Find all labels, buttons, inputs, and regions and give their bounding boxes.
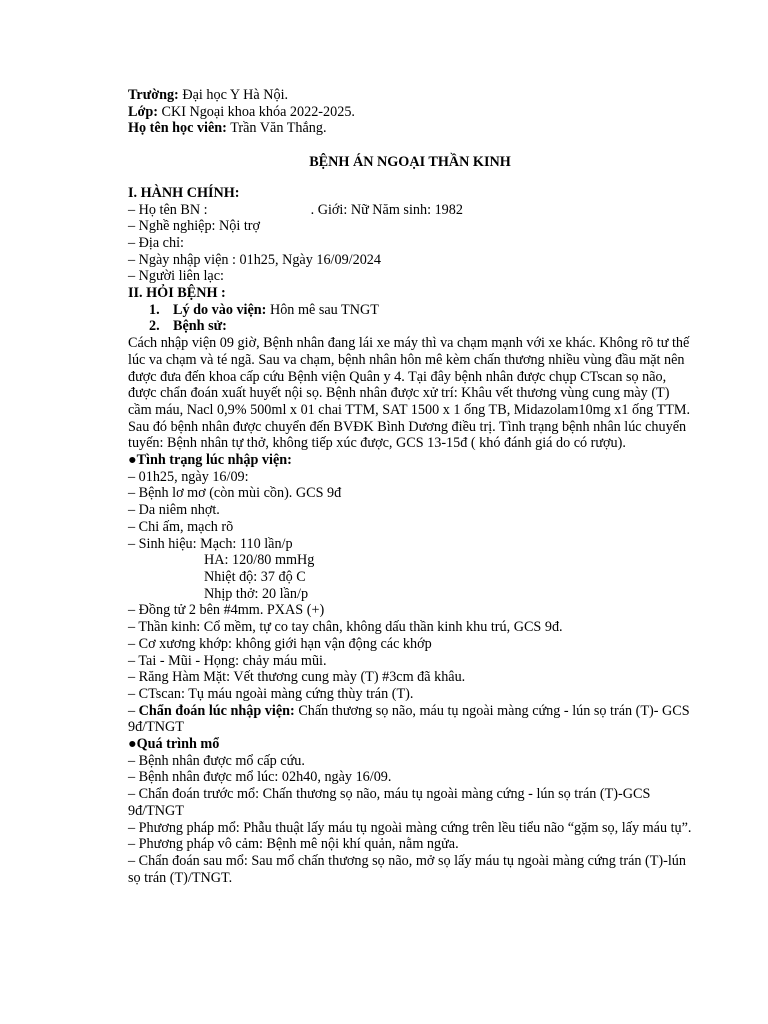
diagnosis-prefix: –	[128, 702, 139, 719]
admission-date-line: – Ngày nhập viện : 01h25, Ngày 16/09/2024	[128, 251, 381, 268]
reason-line	[128, 302, 692, 319]
history-number: 2.	[149, 318, 160, 335]
status-item: – 01h25, ngày 16/09:	[128, 468, 249, 485]
patient-name-label: – Họ tên BN :	[128, 201, 208, 218]
surgery-item: – Bệnh nhân được mổ lúc: 02h40, ngày 16/09.	[128, 769, 392, 786]
vital-temperature: Nhiệt độ: 37 độ C	[204, 568, 306, 585]
student-line	[128, 120, 692, 137]
diagnosis-label: Chẩn đoán lúc nhập viện:	[138, 702, 295, 719]
document-body	[128, 87, 692, 886]
surgery-heading: ●Quá trình mổ	[128, 736, 220, 753]
status-item: – Chi ấm, mạch rõ	[128, 518, 234, 535]
document-title: BỆNH ÁN NGOẠI THẦN KINH	[309, 154, 511, 171]
surgery-item: – Chẩn đoán sau mổ: Sau mổ chấn thương sọ não, mở sọ lấy máu tụ ngoài màng cứng trán (T)-lún sọ trán (T)/TNGT.	[128, 852, 686, 886]
section-history-heading: II. HỎI BỆNH :	[128, 285, 226, 302]
school-label: Trường:	[128, 87, 179, 103]
patient-name-line	[128, 202, 692, 219]
exam-item: – Thần kinh: Cổ mềm, tự co tay chân, không dấu thần kinh khu trú, GCS 9đ.	[128, 619, 563, 636]
exam-item: – Tai - Mũi - Họng: chảy máu mũi.	[128, 652, 327, 669]
exam-item: – Cơ xương khớp: không giới hạn vận động các khớp	[128, 635, 432, 652]
student-value: Trần Văn Thắng.	[226, 120, 327, 137]
admission-status-heading: ●Tình trạng lúc nhập viện:	[128, 452, 292, 469]
vital-respiration: Nhịp thở: 20 lần/p	[204, 585, 309, 602]
contact-line: – Người liên lạc:	[128, 268, 224, 285]
class-value: CKI Ngoại khoa khóa 2022-2025.	[157, 103, 355, 120]
class-line	[128, 104, 692, 121]
class-label: Lớp:	[128, 103, 158, 120]
admission-diagnosis	[128, 703, 692, 736]
occupation-line: – Nghề nghiệp: Nội trợ	[128, 218, 261, 235]
status-item: – Bệnh lơ mơ (còn mùi cồn). GCS 9đ	[128, 485, 342, 502]
surgery-item: – Phương pháp mổ: Phẫu thuật lấy máu tụ ngoài màng cứng trên lều tiểu não “gặm sọ, lấy máu tụ”.	[128, 819, 692, 836]
status-item: – Da niêm nhợt.	[128, 502, 220, 519]
history-paragraph: Cách nhập viện 09 giờ, Bệnh nhân đang lái xe máy thì va chạm mạnh với xe khác. Không rõ tư thế lúc va chạm và té ngã. Sau va chạm, bệnh nhân hôn mê kèm chấn thương nhiều vùng đầu mặt nên được đưa đến khoa cấp cứu Bệnh viện Quân y 4. Tại đây bệnh nhân được chụp CTscan sọ não, được chẩn đoán xuất huyết nội sọ. Bệnh nhân được xử trí: Khâu vết thương vùng cung mày (T) cầm máu, Nacl 0,9% 500ml x 01 chai TTM, SAT 1500 x 1 ống TB, Midazolam10mg x1 ống TTM. Sau đó bệnh nhân được chuyển đến BVĐK Bình Dương điều trị. Tình trạng bệnh nhân lúc chuyển tuyến: Bệnh nhân tự thở, không tiếp xúc được, GCS 13-15đ ( khó đánh giá do có rượu).	[128, 335, 691, 452]
section-administrative-heading: I. HÀNH CHÍNH:	[128, 184, 240, 201]
gender-birth: . Giới: Nữ Năm sinh: 1982	[310, 201, 463, 218]
exam-item: – Răng Hàm Mặt: Vết thương cung mày (T) #3cm đã khâu.	[128, 669, 466, 686]
reason-value: Hôn mê sau TNGT	[266, 301, 379, 318]
address-line: – Địa chỉ:	[128, 234, 184, 251]
history-label: Bệnh sử:	[173, 318, 227, 335]
vital-blood-pressure: HA: 120/80 mmHg	[204, 552, 315, 569]
reason-number: 1.	[149, 301, 160, 318]
history-heading-line	[128, 318, 692, 335]
school-value: Đại học Y Hà Nội.	[178, 87, 289, 103]
surgery-item: – Bệnh nhân được mổ cấp cứu.	[128, 752, 305, 769]
surgery-item: – Phương pháp vô cảm: Bệnh mê nội khí quản, nằm ngửa.	[128, 836, 459, 853]
reason-label: Lý do vào viện:	[173, 301, 267, 318]
status-item: – Sinh hiệu: Mạch: 110 lần/p	[128, 535, 293, 552]
exam-item: – Đồng tử 2 bên #4mm. PXAS (+)	[128, 602, 325, 619]
diagnosis-value: Chấn thương sọ não, máu tụ ngoài màng cứng - lún sọ trán (T)- GCS 9đ/TNGT	[128, 702, 690, 736]
school-line	[128, 87, 692, 104]
surgery-item: – Chẩn đoán trước mổ: Chấn thương sọ não, máu tụ ngoài màng cứng - lún sọ trán (T)-GCS 9đ/TNGT	[128, 786, 651, 819]
exam-item: – CTscan: Tụ máu ngoài màng cứng thùy trán (T).	[128, 685, 414, 702]
student-label: Họ tên học viên:	[128, 120, 227, 137]
